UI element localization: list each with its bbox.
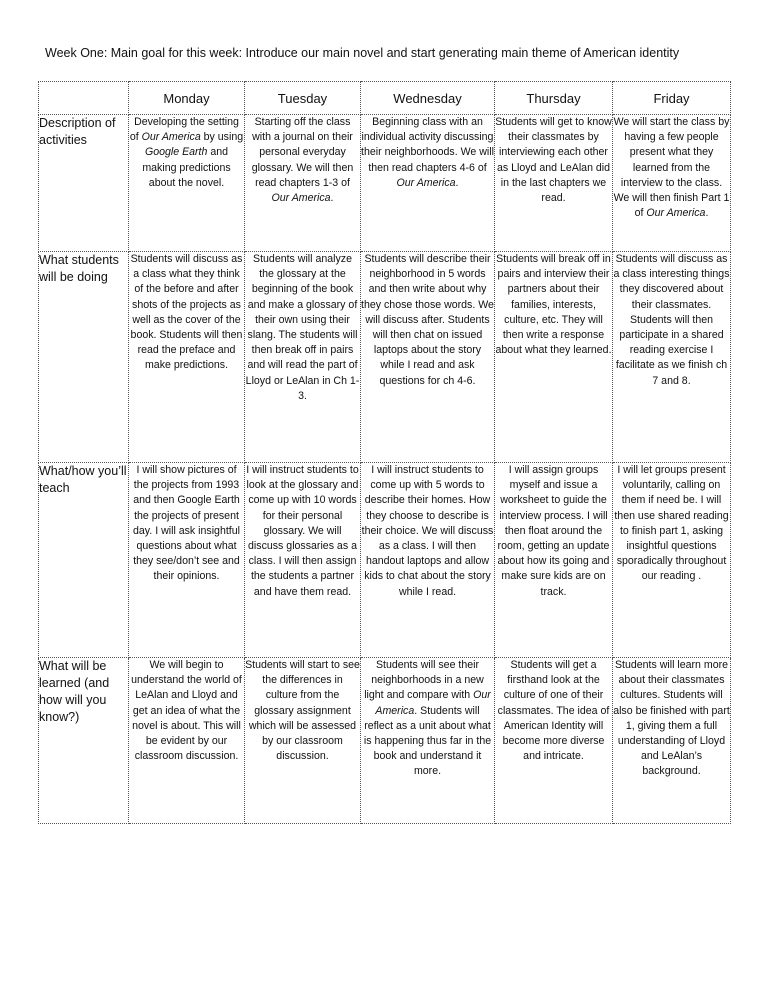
- day-header: Wednesday: [361, 82, 495, 115]
- table-cell: Students will analyze the glossary at the beginning of the book and make a glossary of their own using their slang. The students will then break off in pairs and will read the part of Lloyd or LeAlan in Ch 1-3.: [245, 252, 361, 463]
- table-cell: Students will break off in pairs and interview their partners about their families, interests, culture, etc. They will then write a response about what they learned.: [495, 252, 613, 463]
- day-header: Thursday: [495, 82, 613, 115]
- table-cell: I will assign groups myself and issue a worksheet to guide the interview process. I will then float around the room, getting an update about how its going and make sure kids are on track.: [495, 463, 613, 658]
- table-cell: Students will describe their neighborhood in 5 words and then write about why they chose those words. We will discuss after. Students will then chat on issued laptops about the story while I read and ask questions for ch 4-6.: [361, 252, 495, 463]
- table-cell: I will instruct students to look at the glossary and come up with 10 words for their personal glossary. We will discuss glossaries as a class. I will then assign the students a partner and have them read.: [245, 463, 361, 658]
- table-cell: Starting off the class with a journal on their personal everyday glossary. We will then read chapters 1-3 of Our America.: [245, 115, 361, 252]
- corner-cell: [39, 82, 129, 115]
- table-cell: Students will get a firsthand look at the culture of one of their classmates. The idea of American Identity will become more diverse and intricate.: [495, 658, 613, 824]
- day-header: Monday: [129, 82, 245, 115]
- lesson-plan-table: [38, 81, 731, 824]
- table-cell: Developing the setting of Our America by using Google Earth and making predictions about the novel.: [129, 115, 245, 252]
- table-row: [39, 115, 731, 252]
- row-label: What students will be doing: [39, 252, 129, 463]
- table-cell: Students will get to know their classmates by interviewing each other as Lloyd and LeAlan did in the last chapters we read.: [495, 115, 613, 252]
- table-cell: I will show pictures of the projects from 1993 and then Google Earth the projects of present day. I will ask insightful questions about what they see/don’t see and their opinions.: [129, 463, 245, 658]
- row-label: Description of activities: [39, 115, 129, 252]
- table-row: [39, 463, 731, 658]
- table-cell: We will begin to understand the world of LeAlan and Lloyd and get an idea of what the novel is about. This will be evident by our classroom discussion.: [129, 658, 245, 824]
- table-cell: I will instruct students to come up with 5 words to describe their homes. How they choose to describe is their choice. We will discuss as a class. I will then handout laptops and allow kids to chat about the story while I read.: [361, 463, 495, 658]
- table-cell: Students will discuss as a class interesting things they discovered about their classmates. Students will then participate in a shared reading exercise I facilitate as we finish ch 7 and 8.: [613, 252, 731, 463]
- table-cell: Students will learn more about their classmates cultures. Students will also be finished with part 1, giving them a full understanding of Lloyd and LeAlan’s background.: [613, 658, 731, 824]
- table-cell: Students will start to see the differences in culture from the glossary assignment which will be assessed by our classroom discussion.: [245, 658, 361, 824]
- row-label: What/how you’ll teach: [39, 463, 129, 658]
- table-cell: I will let groups present voluntarily, calling on them if need be. I will then use shared reading to finish part 1, asking insightful questions sporadically throughout our reading .: [613, 463, 731, 658]
- day-header: Friday: [613, 82, 731, 115]
- table-row: [39, 658, 731, 824]
- day-header: Tuesday: [245, 82, 361, 115]
- table-cell: We will start the class by having a few people present what they learned from the interview to the class. We will then finish Part 1 of Our America.: [613, 115, 731, 252]
- page-heading: Week One: Main goal for this week: Introduce our main novel and start generating main theme of American identity: [45, 46, 680, 60]
- table-cell: Students will see their neighborhoods in a new light and compare with Our America. Students will reflect as a unit about what is happening thus far in the book and understand it more.: [361, 658, 495, 824]
- table-header-row: [39, 82, 731, 115]
- table-cell: Beginning class with an individual activity discussing their neighborhoods. We will then read chapters 4-6 of Our America.: [361, 115, 495, 252]
- table-row: [39, 252, 731, 463]
- table-cell: Students will discuss as a class what they think of the before and after shots of the projects as well as the cover of the book. Students will then read the preface and make predictions.: [129, 252, 245, 463]
- row-label: What will be learned (and how will you know?): [39, 658, 129, 824]
